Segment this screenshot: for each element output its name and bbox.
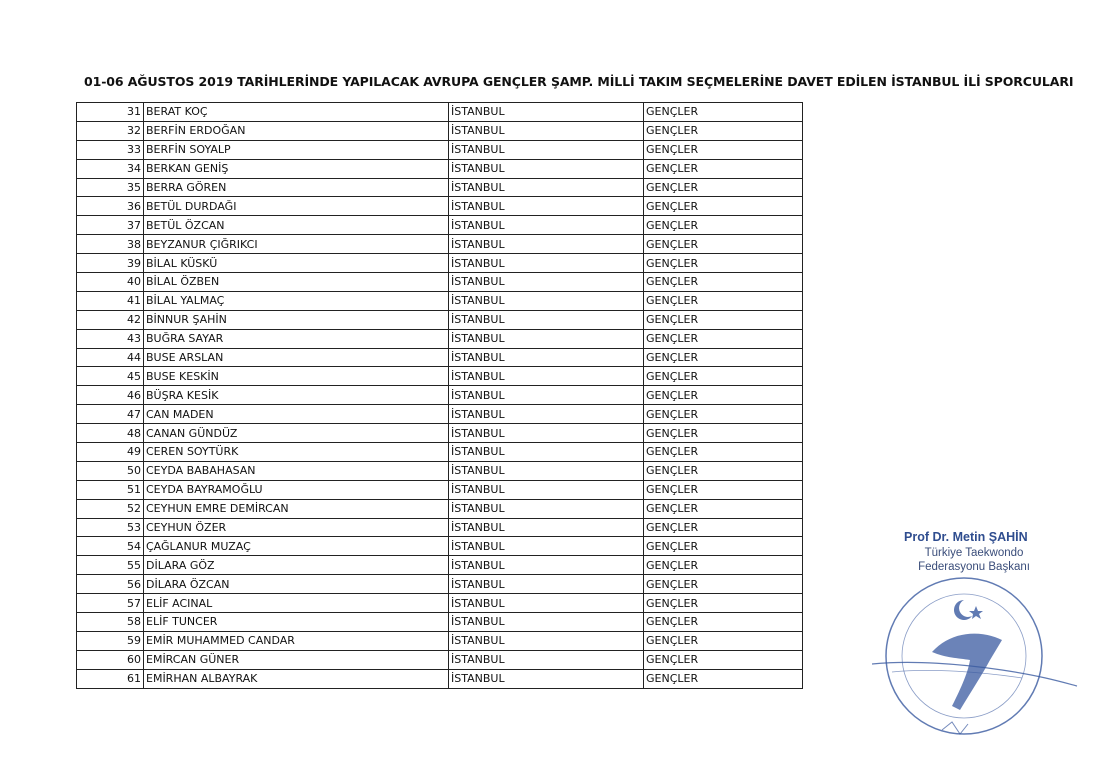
athlete-name: BUĞRA SAYAR: [144, 329, 449, 348]
row-number: 49: [77, 443, 144, 462]
table-row: [77, 103, 803, 122]
table-row: [77, 461, 803, 480]
row-number: 46: [77, 386, 144, 405]
athlete-category: GENÇLER: [644, 121, 803, 140]
athlete-category: GENÇLER: [644, 291, 803, 310]
athlete-name: BUSE ARSLAN: [144, 348, 449, 367]
athlete-category: GENÇLER: [644, 556, 803, 575]
athlete-category: GENÇLER: [644, 348, 803, 367]
athlete-category: GENÇLER: [644, 518, 803, 537]
athlete-city: İSTANBUL: [449, 348, 644, 367]
table-row: [77, 424, 803, 443]
athlete-name: DİLARA ÖZCAN: [144, 575, 449, 594]
athlete-city: İSTANBUL: [449, 159, 644, 178]
signatory-title-line2: Federasyonu Başkanı: [918, 561, 1030, 573]
row-number: 58: [77, 613, 144, 632]
row-number: 52: [77, 499, 144, 518]
athlete-city: İSTANBUL: [449, 537, 644, 556]
athlete-category: GENÇLER: [644, 178, 803, 197]
athlete-city: İSTANBUL: [449, 140, 644, 159]
table-row: [77, 518, 803, 537]
athlete-city: İSTANBUL: [449, 461, 644, 480]
row-number: 41: [77, 291, 144, 310]
athlete-name: BEYZANUR ÇIĞRIKCI: [144, 235, 449, 254]
row-number: 48: [77, 424, 144, 443]
table-row: [77, 310, 803, 329]
athlete-table: [76, 102, 803, 689]
athlete-city: İSTANBUL: [449, 291, 644, 310]
athlete-city: İSTANBUL: [449, 424, 644, 443]
athlete-name: BERRA GÖREN: [144, 178, 449, 197]
table-row: [77, 386, 803, 405]
row-number: 59: [77, 631, 144, 650]
athlete-category: GENÇLER: [644, 613, 803, 632]
athlete-name: BÜŞRA KESİK: [144, 386, 449, 405]
athlete-city: İSTANBUL: [449, 669, 644, 688]
table-row: [77, 140, 803, 159]
athlete-category: GENÇLER: [644, 386, 803, 405]
row-number: 57: [77, 594, 144, 613]
athlete-category: GENÇLER: [644, 575, 803, 594]
table-row: [77, 443, 803, 462]
row-number: 47: [77, 405, 144, 424]
athlete-name: BUSE KESKİN: [144, 367, 449, 386]
row-number: 34: [77, 159, 144, 178]
athlete-category: GENÇLER: [644, 310, 803, 329]
athlete-name: BETÜL ÖZCAN: [144, 216, 449, 235]
row-number: 42: [77, 310, 144, 329]
athlete-name: ELİF TUNCER: [144, 613, 449, 632]
row-number: 39: [77, 254, 144, 273]
athlete-category: GENÇLER: [644, 499, 803, 518]
athlete-category: GENÇLER: [644, 594, 803, 613]
athlete-name: BERFİN SOYALP: [144, 140, 449, 159]
signatory-name: Prof Dr. Metin ŞAHİN: [904, 530, 1028, 544]
athlete-city: İSTANBUL: [449, 216, 644, 235]
table-row: [77, 197, 803, 216]
row-number: 44: [77, 348, 144, 367]
athlete-category: GENÇLER: [644, 480, 803, 499]
athlete-city: İSTANBUL: [449, 443, 644, 462]
athlete-category: GENÇLER: [644, 329, 803, 348]
table-row: [77, 575, 803, 594]
athlete-category: GENÇLER: [644, 140, 803, 159]
table-row: [77, 121, 803, 140]
athlete-name: ELİF ACINAL: [144, 594, 449, 613]
athlete-name: EMİRHAN ALBAYRAK: [144, 669, 449, 688]
document-title: 01-06 AĞUSTOS 2019 TARİHLERİNDE YAPILACAK AVRUPA GENÇLER ŞAMP. MİLLİ TAKIM SEÇMELERİNE DAVET EDİLEN İSTANBUL İLİ SPORCULARI: [84, 74, 1074, 89]
table-row: [77, 291, 803, 310]
athlete-city: İSTANBUL: [449, 310, 644, 329]
table-row: [77, 159, 803, 178]
table-row: [77, 499, 803, 518]
athlete-category: GENÇLER: [644, 197, 803, 216]
athlete-city: İSTANBUL: [449, 575, 644, 594]
table-row: [77, 254, 803, 273]
table-row: [77, 178, 803, 197]
table-row: [77, 273, 803, 292]
athlete-category: GENÇLER: [644, 631, 803, 650]
athlete-category: GENÇLER: [644, 367, 803, 386]
athlete-city: İSTANBUL: [449, 386, 644, 405]
table-row: [77, 631, 803, 650]
table-row: [77, 480, 803, 499]
row-number: 55: [77, 556, 144, 575]
athlete-name: BİLAL KÜSKÜ: [144, 254, 449, 273]
table-row: [77, 329, 803, 348]
athlete-name: EMİRCAN GÜNER: [144, 650, 449, 669]
row-number: 56: [77, 575, 144, 594]
athlete-city: İSTANBUL: [449, 367, 644, 386]
table-row: [77, 405, 803, 424]
athlete-city: İSTANBUL: [449, 178, 644, 197]
athlete-name: BERFİN ERDOĞAN: [144, 121, 449, 140]
athlete-city: İSTANBUL: [449, 235, 644, 254]
table-row: [77, 348, 803, 367]
athlete-name: EMİR MUHAMMED CANDAR: [144, 631, 449, 650]
athlete-name: BİLAL YALMAÇ: [144, 291, 449, 310]
athlete-city: İSTANBUL: [449, 594, 644, 613]
athlete-name: ÇAĞLANUR MUZAÇ: [144, 537, 449, 556]
row-number: 51: [77, 480, 144, 499]
table-row: [77, 537, 803, 556]
row-number: 54: [77, 537, 144, 556]
athlete-table-body: [77, 103, 803, 689]
table-row: [77, 367, 803, 386]
athlete-category: GENÇLER: [644, 103, 803, 122]
athlete-name: CEREN SOYTÜRK: [144, 443, 449, 462]
row-number: 53: [77, 518, 144, 537]
table-row: [77, 235, 803, 254]
athlete-name: CEYDA BAYRAMOĞLU: [144, 480, 449, 499]
athlete-city: İSTANBUL: [449, 405, 644, 424]
athlete-city: İSTANBUL: [449, 631, 644, 650]
row-number: 45: [77, 367, 144, 386]
athlete-city: İSTANBUL: [449, 197, 644, 216]
athlete-city: İSTANBUL: [449, 650, 644, 669]
athlete-category: GENÇLER: [644, 650, 803, 669]
athlete-city: İSTANBUL: [449, 499, 644, 518]
athlete-name: CEYHUN EMRE DEMİRCAN: [144, 499, 449, 518]
athlete-city: İSTANBUL: [449, 480, 644, 499]
athlete-city: İSTANBUL: [449, 518, 644, 537]
athlete-name: BETÜL DURDAĞI: [144, 197, 449, 216]
table-row: [77, 669, 803, 688]
athlete-name: CANAN GÜNDÜZ: [144, 424, 449, 443]
athlete-city: İSTANBUL: [449, 556, 644, 575]
row-number: 61: [77, 669, 144, 688]
athlete-category: GENÇLER: [644, 537, 803, 556]
table-row: [77, 556, 803, 575]
athlete-category: GENÇLER: [644, 424, 803, 443]
row-number: 31: [77, 103, 144, 122]
athlete-category: GENÇLER: [644, 254, 803, 273]
row-number: 36: [77, 197, 144, 216]
signatory-title-line1: Türkiye Taekwondo: [924, 547, 1024, 559]
table-row: [77, 613, 803, 632]
row-number: 37: [77, 216, 144, 235]
row-number: 43: [77, 329, 144, 348]
athlete-name: BERAT KOÇ: [144, 103, 449, 122]
athlete-name: BİLAL ÖZBEN: [144, 273, 449, 292]
athlete-city: İSTANBUL: [449, 121, 644, 140]
athlete-name: DİLARA GÖZ: [144, 556, 449, 575]
federation-seal-icon: [872, 560, 1082, 756]
row-number: 35: [77, 178, 144, 197]
athlete-category: GENÇLER: [644, 405, 803, 424]
table-row: [77, 594, 803, 613]
athlete-category: GENÇLER: [644, 669, 803, 688]
athlete-category: GENÇLER: [644, 273, 803, 292]
athlete-name: CAN MADEN: [144, 405, 449, 424]
athlete-category: GENÇLER: [644, 235, 803, 254]
row-number: 33: [77, 140, 144, 159]
table-row: [77, 216, 803, 235]
athlete-name: BİNNUR ŞAHİN: [144, 310, 449, 329]
row-number: 32: [77, 121, 144, 140]
athlete-name: CEYDA BABAHASAN: [144, 461, 449, 480]
athlete-city: İSTANBUL: [449, 103, 644, 122]
athlete-city: İSTANBUL: [449, 273, 644, 292]
row-number: 60: [77, 650, 144, 669]
athlete-name: CEYHUN ÖZER: [144, 518, 449, 537]
athlete-city: İSTANBUL: [449, 329, 644, 348]
athlete-category: GENÇLER: [644, 159, 803, 178]
athlete-name: BERKAN GENİŞ: [144, 159, 449, 178]
athlete-category: GENÇLER: [644, 461, 803, 480]
row-number: 50: [77, 461, 144, 480]
signature-block: [872, 526, 1082, 756]
athlete-city: İSTANBUL: [449, 613, 644, 632]
table-row: [77, 650, 803, 669]
athlete-category: GENÇLER: [644, 443, 803, 462]
row-number: 40: [77, 273, 144, 292]
row-number: 38: [77, 235, 144, 254]
athlete-category: GENÇLER: [644, 216, 803, 235]
athlete-city: İSTANBUL: [449, 254, 644, 273]
